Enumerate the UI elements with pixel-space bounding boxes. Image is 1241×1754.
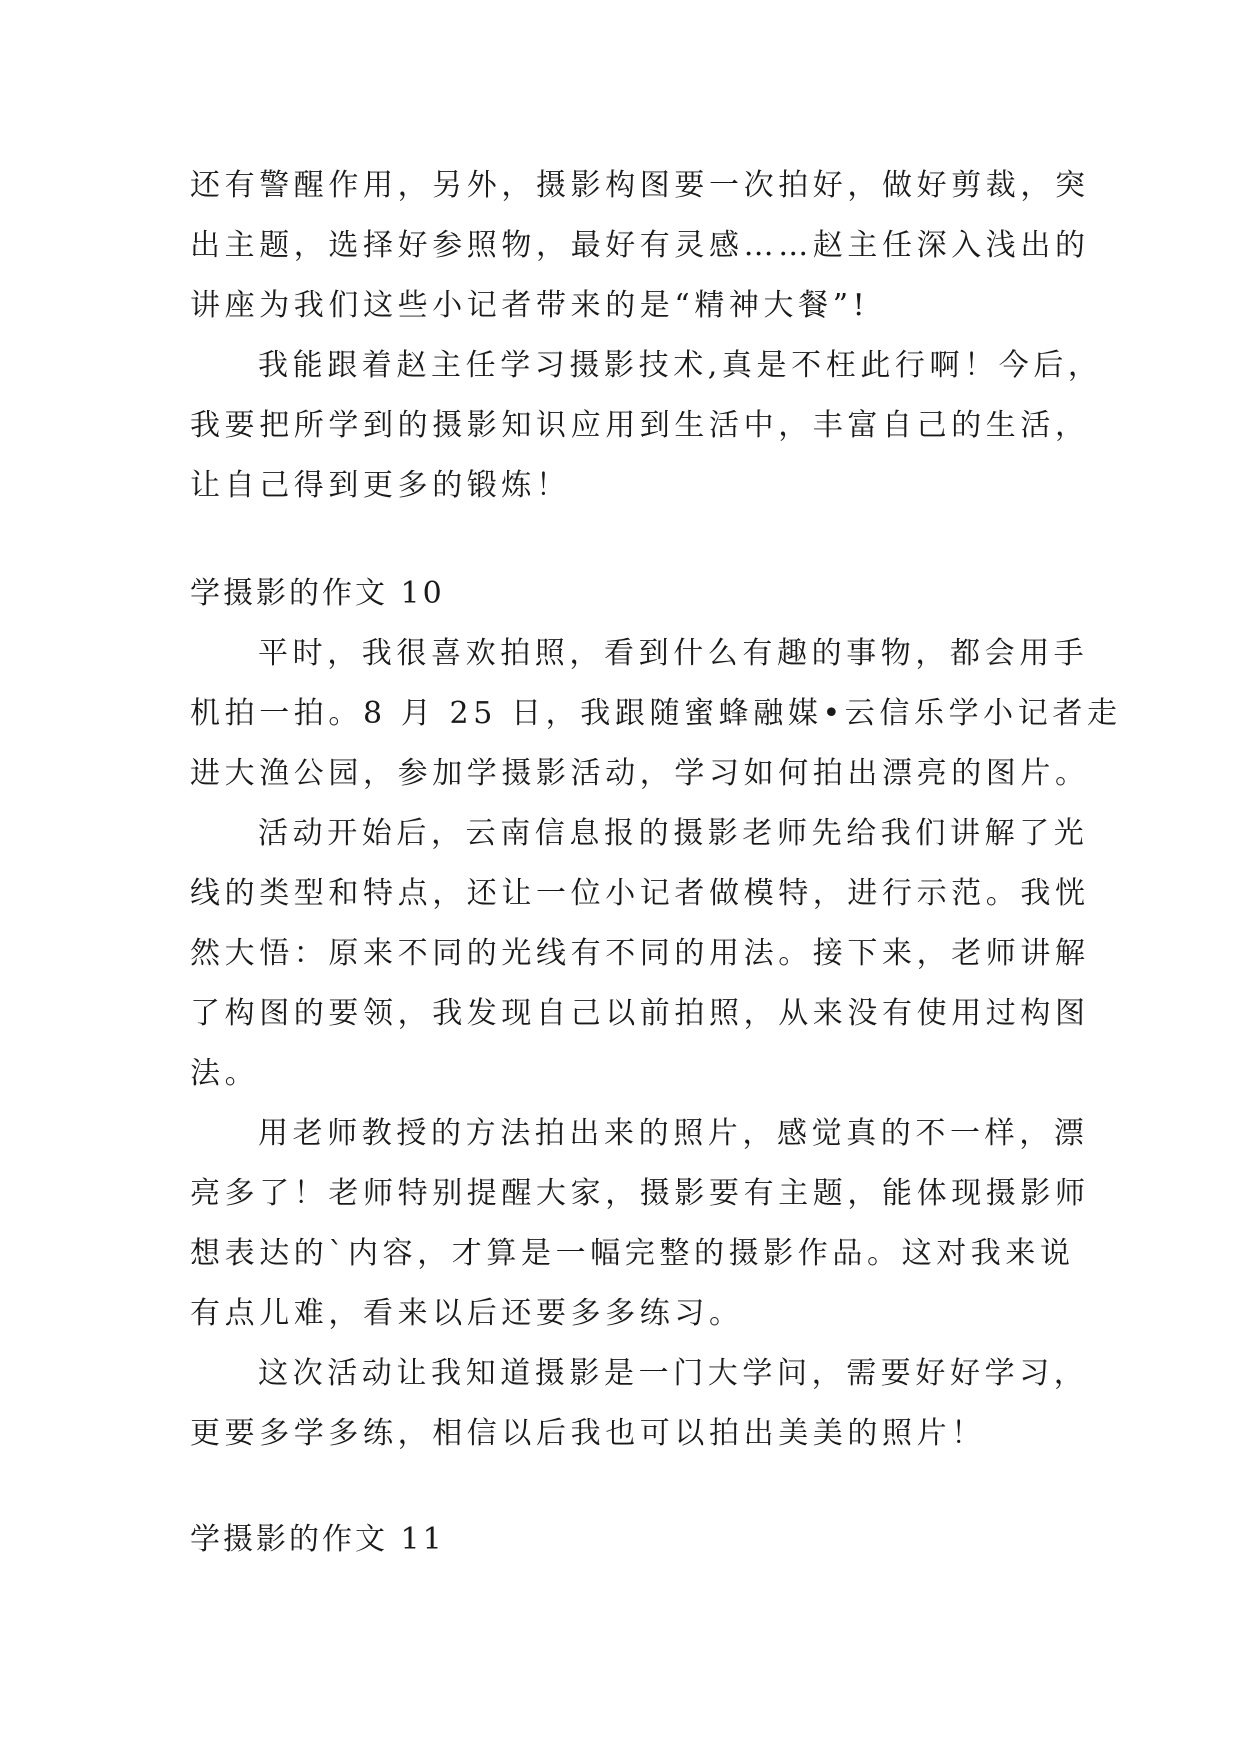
paragraph-line: 平时，我很喜欢拍照，看到什么有趣的事物，都会用手 [258,636,1089,671]
paragraph-line: 法。 [190,1056,260,1091]
paragraph-line: 用老师教授的方法拍出来的照片，感觉真的不一样，漂 [258,1116,1089,1151]
paragraph-line: 了构图的要领，我发现自己以前拍照，从来没有使用过构图 [190,996,1090,1031]
paragraph-line: 让自己得到更多的锻炼！ [190,468,571,503]
paragraph-line: 亮多了！老师特别提醒大家，摄影要有主题，能体现摄影师 [190,1176,1090,1211]
paragraph-line: 这次活动让我知道摄影是一门大学问，需要好好学习， [258,1356,1089,1391]
paragraph-line: 更要多学多练，相信以后我也可以拍出美美的照片！ [190,1416,986,1451]
paragraph-line: 活动开始后，云南信息报的摄影老师先给我们讲解了光 [258,816,1089,851]
section-heading: 学摄影的作文 10 [190,576,445,611]
paragraph-line: 我要把所学到的摄影知识应用到生活中，丰富自己的生活， [190,408,1090,443]
paragraph-line: 出主题，选择好参照物，最好有灵感……赵主任深入浅出的 [190,228,1090,263]
paragraph-line: 线的类型和特点，还让一位小记者做模特，进行示范。我恍 [190,876,1090,911]
section-heading: 学摄影的作文 11 [190,1522,445,1557]
paragraph-line: 机拍一拍。8 月 25 日，我跟随蜜蜂融媒•云信乐学小记者走 [190,696,1122,731]
paragraph-line: 还有警醒作用，另外，摄影构图要一次拍好，做好剪裁，突 [190,168,1090,203]
paragraph-line: 有点儿难，看来以后还要多多练习。 [190,1296,744,1331]
paragraph-line: 进大渔公园，参加学摄影活动，学习如何拍出漂亮的图片。 [190,756,1090,791]
paragraph-line: 想表达的`内容，才算是一幅完整的摄影作品。这对我来说 [190,1236,1075,1271]
paragraph-line: 我能跟着赵主任学习摄影技术,真是不枉此行啊！今后， [258,348,1103,383]
paragraph-line: 讲座为我们这些小记者带来的是“精神大餐”! [190,288,870,323]
paragraph-line: 然大悟：原来不同的光线有不同的用法。接下来，老师讲解 [190,936,1090,971]
